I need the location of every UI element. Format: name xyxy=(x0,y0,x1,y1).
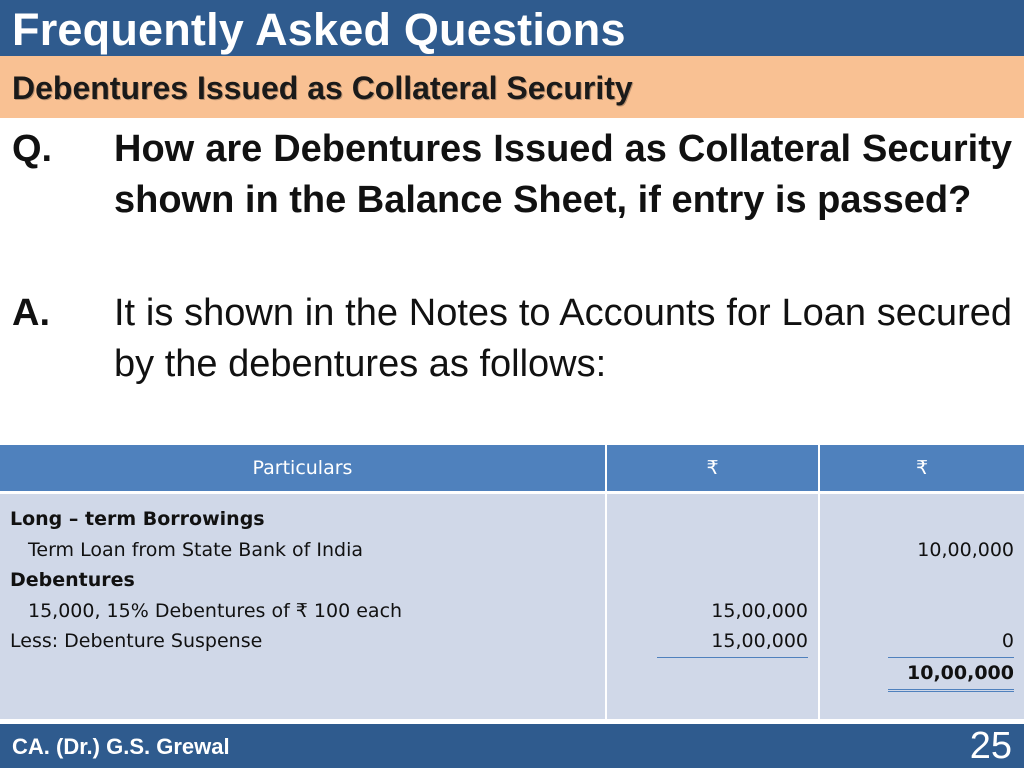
col2-suspense-amount: 15,00,000 xyxy=(657,626,808,658)
col3-total: 10,00,000 xyxy=(888,658,1014,692)
particular-term-loan: Term Loan from State Bank of India xyxy=(28,538,364,561)
page-number: 25 xyxy=(969,725,1012,767)
header-particulars: Particulars xyxy=(0,445,606,493)
particular-long-term-borrowings: Long – term Borrowings xyxy=(10,508,265,530)
col3-net-debentures: 0 xyxy=(888,626,1014,658)
col3-value xyxy=(888,504,1014,535)
particular-debenture-detail: 15,000, 15% Debentures of ₹ 100 each xyxy=(28,599,403,622)
col3-term-loan-amount: 10,00,000 xyxy=(917,538,1014,561)
footer-bar xyxy=(0,724,1024,768)
col3-value xyxy=(888,596,1014,627)
question-label: Q. xyxy=(12,128,53,170)
col2-debentures-amount: 15,00,000 xyxy=(711,599,808,622)
table-row xyxy=(0,493,1024,720)
footer-author: CA. (Dr.) G.S. Grewal xyxy=(12,734,230,759)
particular-less-debenture-suspense: Less: Debenture Suspense xyxy=(10,630,263,653)
page-subtitle: Debentures Issued as Collateral Security xyxy=(12,70,633,106)
header-rupee-col-3: ₹ xyxy=(819,445,1024,493)
amount-col-3-cell xyxy=(819,493,1024,720)
question-text: How are Debentures Issued as Collateral Security shown in the Balance Sheet, if entry is passed? xyxy=(114,128,1012,221)
particulars-cell xyxy=(0,493,606,720)
notes-table xyxy=(0,445,1024,719)
col2-value xyxy=(657,565,808,596)
subtitle-bar xyxy=(0,56,1024,118)
notes-table-wrapper xyxy=(0,445,1024,719)
header-rupee-col-2: ₹ xyxy=(606,445,819,493)
answer-label: A. xyxy=(12,292,50,334)
table-header-row xyxy=(0,445,1024,493)
page-title: Frequently Asked Questions xyxy=(12,4,626,55)
col3-value xyxy=(888,565,1014,596)
amount-col-2-cell xyxy=(606,493,819,720)
col2-value xyxy=(657,535,808,566)
title-bar xyxy=(0,0,1024,56)
particular-debentures: Debentures xyxy=(10,569,135,592)
col2-value xyxy=(657,504,808,535)
answer-text: It is shown in the Notes to Accounts for Loan secured by the debentures as follows: xyxy=(114,292,1012,385)
